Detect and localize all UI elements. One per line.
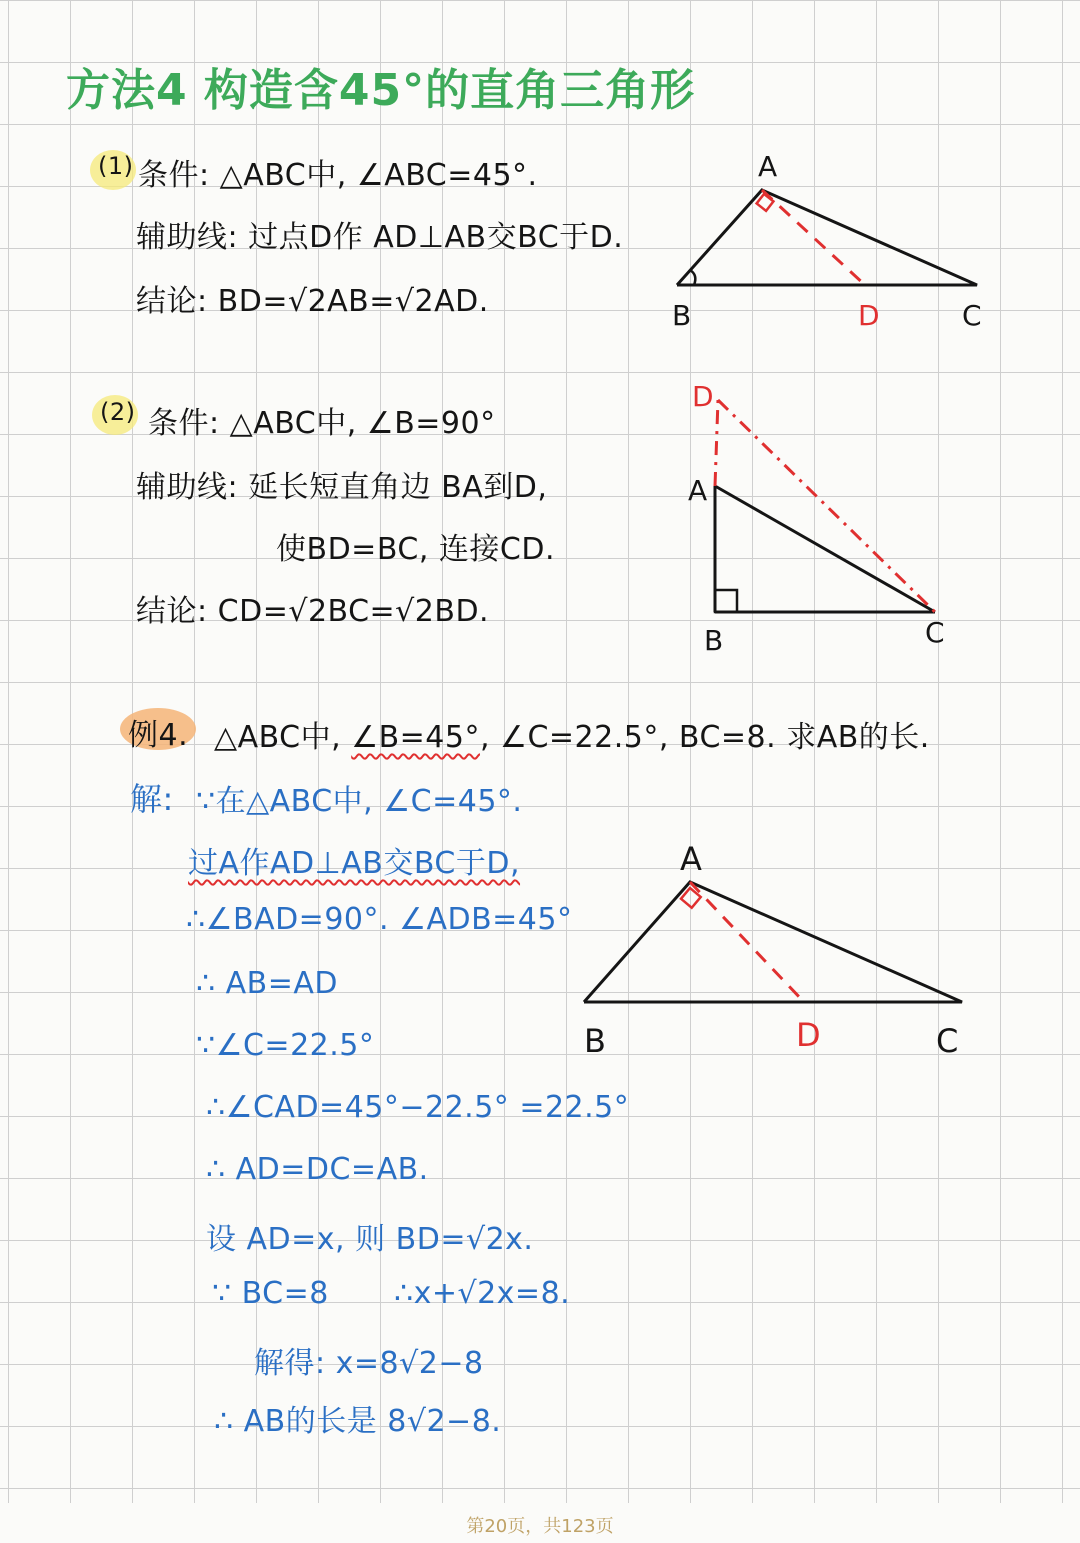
question-part: △ABC中, (214, 720, 342, 755)
example-label: 例4. (128, 718, 189, 753)
section2-condition: 条件: △ABC中, ∠B=90° (148, 406, 496, 441)
triangle-3-sides (584, 882, 962, 1002)
figure-1 (660, 140, 1000, 340)
solution-line: ∴ AB=AD (196, 966, 338, 1001)
example-question (214, 712, 930, 756)
label-c: C (962, 299, 982, 332)
solution-line: ∴∠BAD=90°. ∠ADB=45° (186, 902, 573, 937)
figure-2 (670, 370, 980, 670)
solution-line: ∵在△ABC中, ∠C=45°. (196, 784, 523, 819)
right-angle-mark (715, 590, 737, 612)
figure-3 (570, 830, 980, 1070)
solution-label: 解: (130, 780, 174, 818)
section2-number: (2) (100, 398, 136, 426)
solution-line: ∴ AB的长是 8√2−8. (214, 1404, 502, 1439)
aux-segment-ad (690, 882, 804, 1002)
label-a: A (688, 474, 708, 507)
angle-mark (690, 270, 695, 285)
label-d: D (858, 299, 880, 332)
label-b: B (704, 624, 724, 657)
section1-conclusion: 结论: BD=√2AB=√2AD. (136, 284, 489, 319)
section1-condition: 条件: △ABC中, ∠ABC=45°. (138, 158, 538, 193)
section2-conclusion: 结论: CD=√2BC=√2BD. (136, 594, 490, 629)
section1-aux-line: 辅助线: 过点D作 AD⊥AB交BC于D. (136, 220, 624, 255)
page-number: 第20页，共123页 (466, 1516, 614, 1537)
triangle-1-sides (677, 190, 977, 285)
label-a: A (680, 840, 702, 878)
solution-line: ∴ AD=DC=AB. (206, 1152, 429, 1187)
question-angle-b: ∠B=45° (351, 720, 480, 755)
page-title: 方法4 构造含45°的直角三角形 (66, 65, 696, 116)
question-part: , ∠C=22.5°, BC=8. 求AB的长. (479, 720, 930, 755)
label-a: A (758, 150, 778, 183)
solution-line: 过A作AD⊥AB交BC于D, (188, 846, 521, 881)
aux-segment-ad (715, 400, 718, 486)
side-ac (715, 486, 935, 612)
label-c: C (936, 1022, 959, 1060)
label-b: B (584, 1022, 606, 1060)
solution-line: ∵ BC=8 (212, 1276, 329, 1311)
label-c: C (925, 616, 945, 649)
label-b: B (672, 299, 692, 332)
solution-line: ∴∠CAD=45°−22.5° =22.5° (206, 1090, 630, 1125)
section2-aux-line-1: 辅助线: 延长短直角边 BA到D, (136, 470, 548, 505)
section2-aux-line-2: 使BD=BC, 连接CD. (276, 532, 555, 567)
label-d: D (796, 1016, 821, 1054)
label-d: D (692, 380, 714, 413)
solution-line: ∴x+√2x=8. (394, 1276, 571, 1311)
section1-number: (1) (98, 152, 134, 180)
solution-line: 解得: x=8√2−8 (254, 1346, 484, 1381)
solution-line: 设 AD=x, 则 BD=√2x. (206, 1222, 534, 1257)
aux-segment-ad (762, 190, 865, 285)
solution-line: ∵∠C=22.5° (196, 1028, 375, 1063)
